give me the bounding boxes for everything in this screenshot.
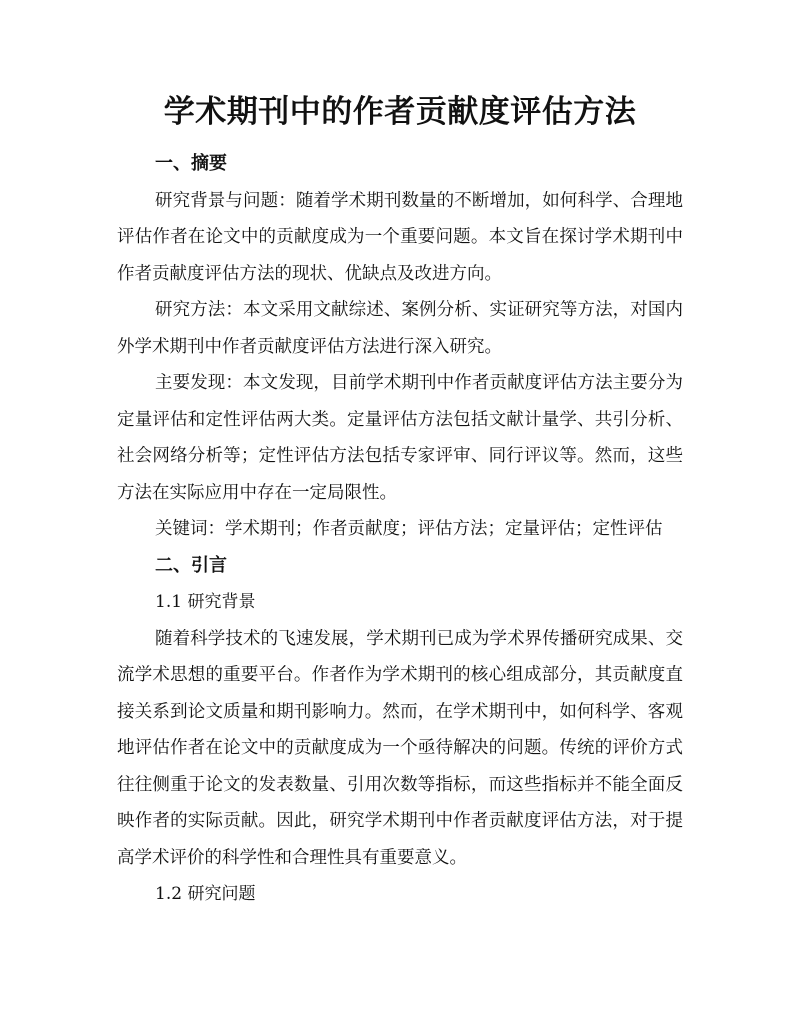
subsection-heading-research-question: 1.2 研究问题 bbox=[155, 884, 256, 904]
abstract-keywords-paragraph: 关键词：学术期刊；作者贡献度；评估方法；定量评估；定性评估 bbox=[155, 519, 663, 539]
section-heading-abstract: 一、摘要 bbox=[155, 153, 227, 174]
document-title: 学术期刊中的作者贡献度评估方法 bbox=[163, 94, 637, 130]
section-heading-introduction: 二、引言 bbox=[155, 554, 227, 576]
abstract-findings-paragraph: 主要发现：本文发现，目前学术期刊中作者贡献度评估方法主要分为定量评估和定性评估两大类。定量评估方法包括文献计量学、共引分析、社会网络分析等；定性评估方法包括专家评审、同行评议等。然而，这些方法在实际应用中存在一定局限性。 bbox=[117, 373, 683, 503]
introduction-background-paragraph: 随着科学技术的飞速发展，学术期刊已成为学术界传播研究成果、交流学术思想的重要平台。作者作为学术期刊的核心组成部分，其贡献度直接关系到论文质量和期刊影响力。然而，在学术期刊中，如何科学、客观地评估作者在论文中的贡献度成为一个亟待解决的问题。传统的评价方式往往侧重于论文的发表数量、引用次数等指标，而这些指标并不能全面反映作者的实际贡献。因此，研究学术期刊中作者贡献度评估方法，对于提高学术评价的科学性和合理性具有重要意义。 bbox=[117, 628, 683, 868]
abstract-background-paragraph: 研究背景与问题：随着学术期刊数量的不断增加，如何科学、合理地评估作者在论文中的贡献度成为一个重要问题。本文旨在探讨学术期刊中作者贡献度评估方法的现状、优缺点及改进方向。 bbox=[117, 190, 683, 284]
document-body bbox=[117, 146, 683, 913]
abstract-methods-paragraph: 研究方法：本文采用文献综述、案例分析、实证研究等方法，对国内外学术期刊中作者贡献度评估方法进行深入研究。 bbox=[117, 300, 683, 357]
subsection-heading-background: 1.1 研究背景 bbox=[155, 592, 256, 612]
